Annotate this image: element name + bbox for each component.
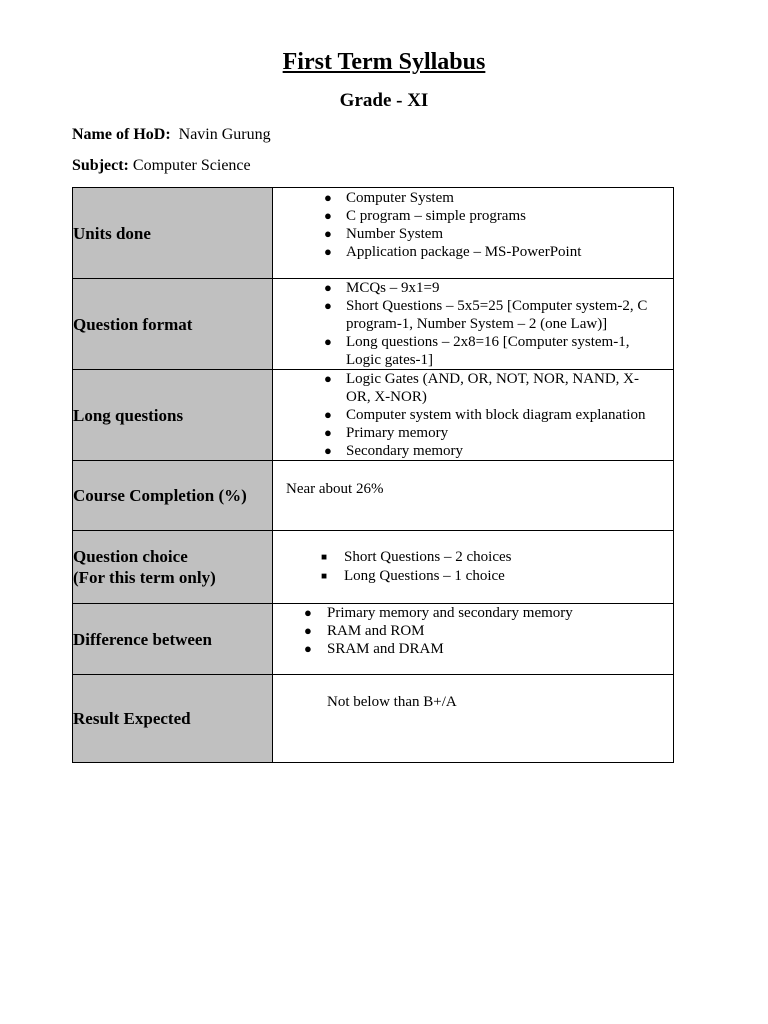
row-content	[273, 531, 674, 604]
bullet-icon: ●	[324, 280, 332, 295]
list-item: ● RAM and ROM	[304, 623, 425, 639]
table-row	[73, 531, 674, 604]
hod-label: Name of HoD:	[72, 126, 171, 143]
row-label: Units done	[73, 188, 273, 279]
subject-value: Computer Science	[132, 157, 251, 174]
list-item: ● Secondary memory	[324, 443, 464, 459]
row-label: Long questions	[73, 370, 273, 461]
list-item: ■ Short Questions – 2 choices	[321, 549, 512, 565]
row-content	[273, 188, 674, 279]
table-row	[73, 279, 674, 370]
list-item: ● C program – simple programs	[324, 208, 526, 224]
document-title: First Term Syllabus	[282, 49, 486, 75]
table-row	[73, 188, 674, 279]
row-content	[273, 279, 674, 370]
row-label: Question format	[73, 279, 273, 370]
list-item: ● Short Questions – 5x5=25 [Computer system-2, C program-1, Number System – 2 (one Law)]	[324, 298, 648, 332]
row-content	[273, 604, 674, 675]
row-content	[273, 370, 674, 461]
bullet-icon: ●	[324, 244, 332, 259]
list-item: ● Logic Gates (AND, OR, NOT, NOR, NAND, X-OR, X-NOR)	[324, 371, 640, 405]
bullet-icon: ●	[324, 190, 332, 205]
choice-list	[273, 531, 673, 586]
list-item: ● Number System	[324, 226, 444, 242]
bullet-icon: ●	[324, 371, 332, 386]
units-list	[273, 188, 673, 261]
syllabus-table	[72, 187, 674, 763]
hod-line	[72, 125, 271, 145]
row-label-line2: (For this term only)	[73, 568, 216, 587]
bullet-icon: ●	[324, 298, 332, 313]
hod-value: Navin Gurung	[178, 126, 271, 143]
grade-heading: Grade - XI	[339, 90, 429, 111]
bullet-icon: ●	[324, 425, 332, 440]
bullet-icon: ●	[304, 623, 312, 638]
table-row	[73, 675, 674, 763]
bullet-icon: ●	[324, 443, 332, 458]
list-item: ● Primary memory	[324, 425, 449, 441]
square-bullet-icon: ■	[321, 571, 328, 582]
bullet-icon: ●	[324, 407, 332, 422]
list-item: ● Long questions – 2x8=16 [Computer system-1, Logic gates-1]	[324, 334, 630, 368]
long-questions-list	[273, 370, 673, 460]
row-content: Near about 26%	[273, 461, 674, 531]
bullet-icon: ●	[324, 334, 332, 349]
list-item: ● Primary memory and secondary memory	[304, 605, 573, 621]
row-label-line1: Question choice	[73, 547, 188, 566]
subject-label: Subject:	[72, 157, 129, 174]
list-item: ■ Long Questions – 1 choice	[321, 568, 505, 584]
list-item: ● SRAM and DRAM	[304, 641, 444, 657]
bullet-icon: ●	[304, 641, 312, 656]
table-row	[73, 461, 674, 531]
row-label: Result Expected	[73, 675, 273, 763]
bullet-icon: ●	[304, 605, 312, 620]
format-list	[273, 279, 673, 369]
subject-line	[72, 156, 251, 176]
list-item: ● Computer system with block diagram explanation	[324, 407, 646, 423]
row-label: Course Completion (%)	[73, 461, 273, 531]
bullet-icon: ●	[324, 226, 332, 241]
bullet-icon: ●	[324, 208, 332, 223]
list-item: ● Computer System	[324, 190, 454, 206]
row-label	[73, 531, 273, 604]
row-label: Difference between	[73, 604, 273, 675]
square-bullet-icon: ■	[321, 552, 328, 563]
difference-list	[273, 604, 673, 658]
row-content: Not below than B+/A	[273, 675, 674, 763]
list-item: ● MCQs – 9x1=9	[324, 280, 440, 296]
table-row	[73, 604, 674, 675]
table-row	[73, 370, 674, 461]
list-item: ● Application package – MS-PowerPoint	[324, 244, 582, 260]
